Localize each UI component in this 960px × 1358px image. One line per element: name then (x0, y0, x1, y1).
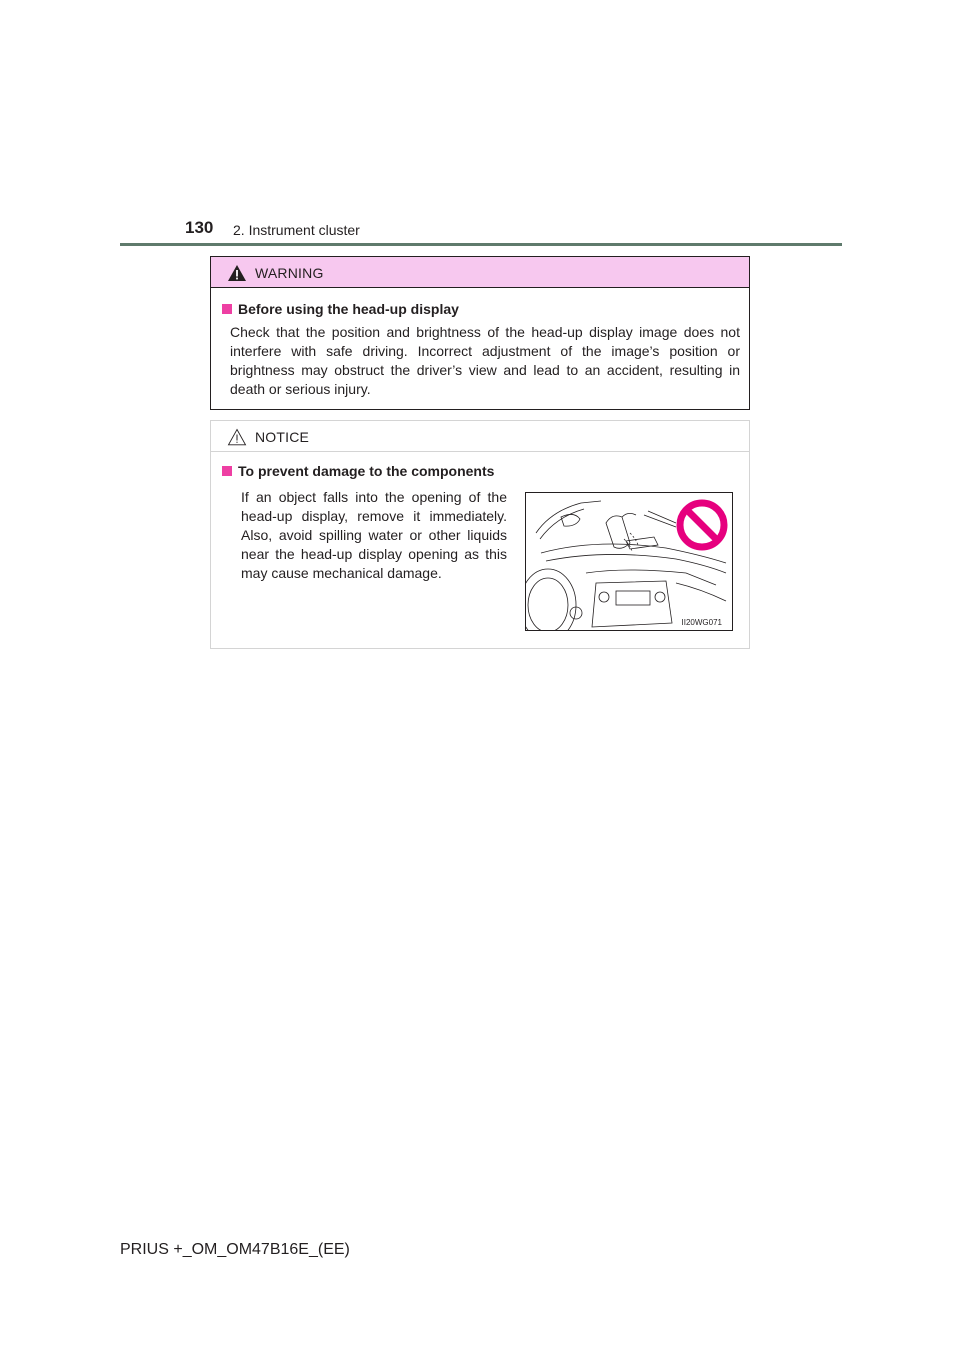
dashboard-spill-illustration (525, 492, 733, 631)
notice-heading-text: To prevent damage to the components (238, 463, 495, 479)
warning-label: WARNING (255, 265, 324, 281)
notice-box (210, 420, 750, 649)
illustration-code: II20WG071 (681, 618, 722, 627)
notice-header (211, 421, 749, 452)
page-header (0, 0, 960, 250)
bullet-square-icon (222, 304, 232, 314)
warning-header (211, 257, 749, 288)
warning-triangle-icon (227, 264, 247, 282)
notice-triangle-icon (227, 428, 247, 446)
dashboard-drawing (526, 493, 732, 630)
warning-heading-text: Before using the head-up display (238, 301, 459, 317)
bullet-square-icon (222, 466, 232, 476)
footer-model-code: PRIUS +_OM_OM47B16E_(EE) (120, 1241, 350, 1258)
header-rule (120, 243, 842, 246)
warning-heading (222, 301, 459, 317)
page-number: 130 (185, 218, 214, 237)
warning-text: Check that the position and brightness of the head-up display image does not interfere with safe driving. Incorrect adjustment of the image’s position or brightness may obstruct the driver’s view and lead to an accident, resulting in death or serious injury. (230, 324, 740, 397)
notice-label: NOTICE (255, 429, 310, 445)
notice-text: If an object falls into the opening of the head-up display, remove it immediately. Also, avoid spilling water or other liquids near the head-up display opening as this may cause mechanical damage. (241, 489, 507, 581)
notice-heading (222, 463, 494, 479)
section-title: 2. Instrument cluster (233, 222, 360, 238)
warning-box (210, 256, 750, 410)
